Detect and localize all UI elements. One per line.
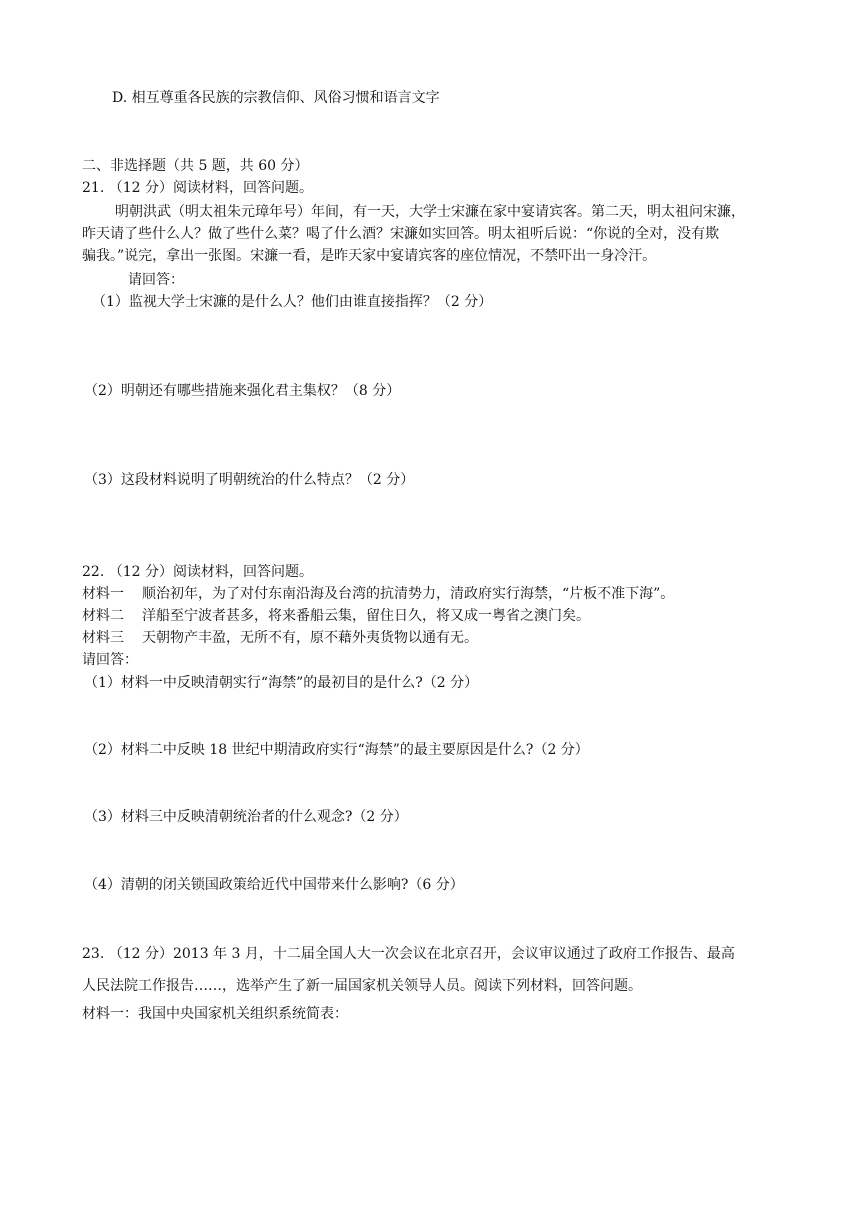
q21-sub-3: （3）这段材料说明了明朝统治的什么特点？（2 分） <box>84 472 415 488</box>
material-text: 顺治初年，为了对付东南沿海及台湾的抗清势力，清政府实行海禁，“片板不准下海”。 <box>142 586 675 602</box>
option-d: D. 相互尊重各民族的宗教信仰、风俗习惯和语言文字 <box>112 90 440 106</box>
q23-material-1: 材料一：我国中央国家机关组织系统简表： <box>82 1006 348 1022</box>
q22-material-row <box>82 628 478 648</box>
q21-prompt: 请回答： <box>128 272 184 288</box>
q21-passage-line: 昨天请了些什么人？做了些什么菜？喝了什么酒？宋濂如实回答。明太祖听后说：“你说的全对，没有欺 <box>82 226 720 242</box>
section-title: 二、非选择题（共 5 题，共 60 分） <box>82 158 309 174</box>
q22-sub-3: （3）材料三中反映清朝统治者的什么观念?（2 分） <box>84 809 408 825</box>
material-label: 材料二 <box>82 608 124 624</box>
material-label: 材料三 <box>82 630 124 646</box>
q22-prompt: 请回答： <box>82 652 138 668</box>
q21-passage-line: 骗我。”说完，拿出一张图。宋濂一看，是昨天家中宴请宾客的座位情况，不禁吓出一身冷汗。 <box>82 248 657 264</box>
q21-sub-2: （2）明朝还有哪些措施来强化君主集权？（8 分） <box>84 383 401 399</box>
q21-sub-1: （1）监视大学士宋濂的是什么人？他们由谁直接指挥？（2 分） <box>92 294 493 310</box>
q22-material-row <box>82 606 590 626</box>
q22-sub-2: （2）材料二中反映 18 世纪中期清政府实行“海禁”的最主要原因是什么?（2 分） <box>84 742 589 758</box>
material-label: 材料一 <box>82 586 124 602</box>
q22-header: 22. （12 分）阅读材料，回答问题。 <box>82 564 313 580</box>
q21-header: 21. （12 分）阅读材料，回答问题。 <box>82 180 313 196</box>
q23-line: 人民法院工作报告……，选举产生了新一届国家机关领导人员。阅读下列材料，回答问题。 <box>82 978 642 994</box>
q23-line: 23. （12 分）2013 年 3 月，十二届全国人大一次会议在北京召开，会议审议通过了政府工作报告、最高 <box>82 946 735 962</box>
material-text: 天朝物产丰盈，无所不有，原不藉外夷货物以通有无。 <box>142 630 478 646</box>
q22-sub-1: （1）材料一中反映清朝实行“海禁”的最初目的是什么?（2 分） <box>84 675 479 691</box>
material-text: 洋船至宁波者甚多，将来番船云集，留住日久，将又成一粤省之澳门矣。 <box>142 608 590 624</box>
q21-passage-line: 明朝洪武（明太祖朱元璋年号）年间，有一天，大学士宋濂在家中宴请宾客。第二天，明太祖问宋濂， <box>115 204 745 220</box>
q22-material-row <box>82 584 674 604</box>
q22-sub-4: （4）清朝的闭关锁国政策给近代中国带来什么影响?（6 分） <box>84 877 464 893</box>
